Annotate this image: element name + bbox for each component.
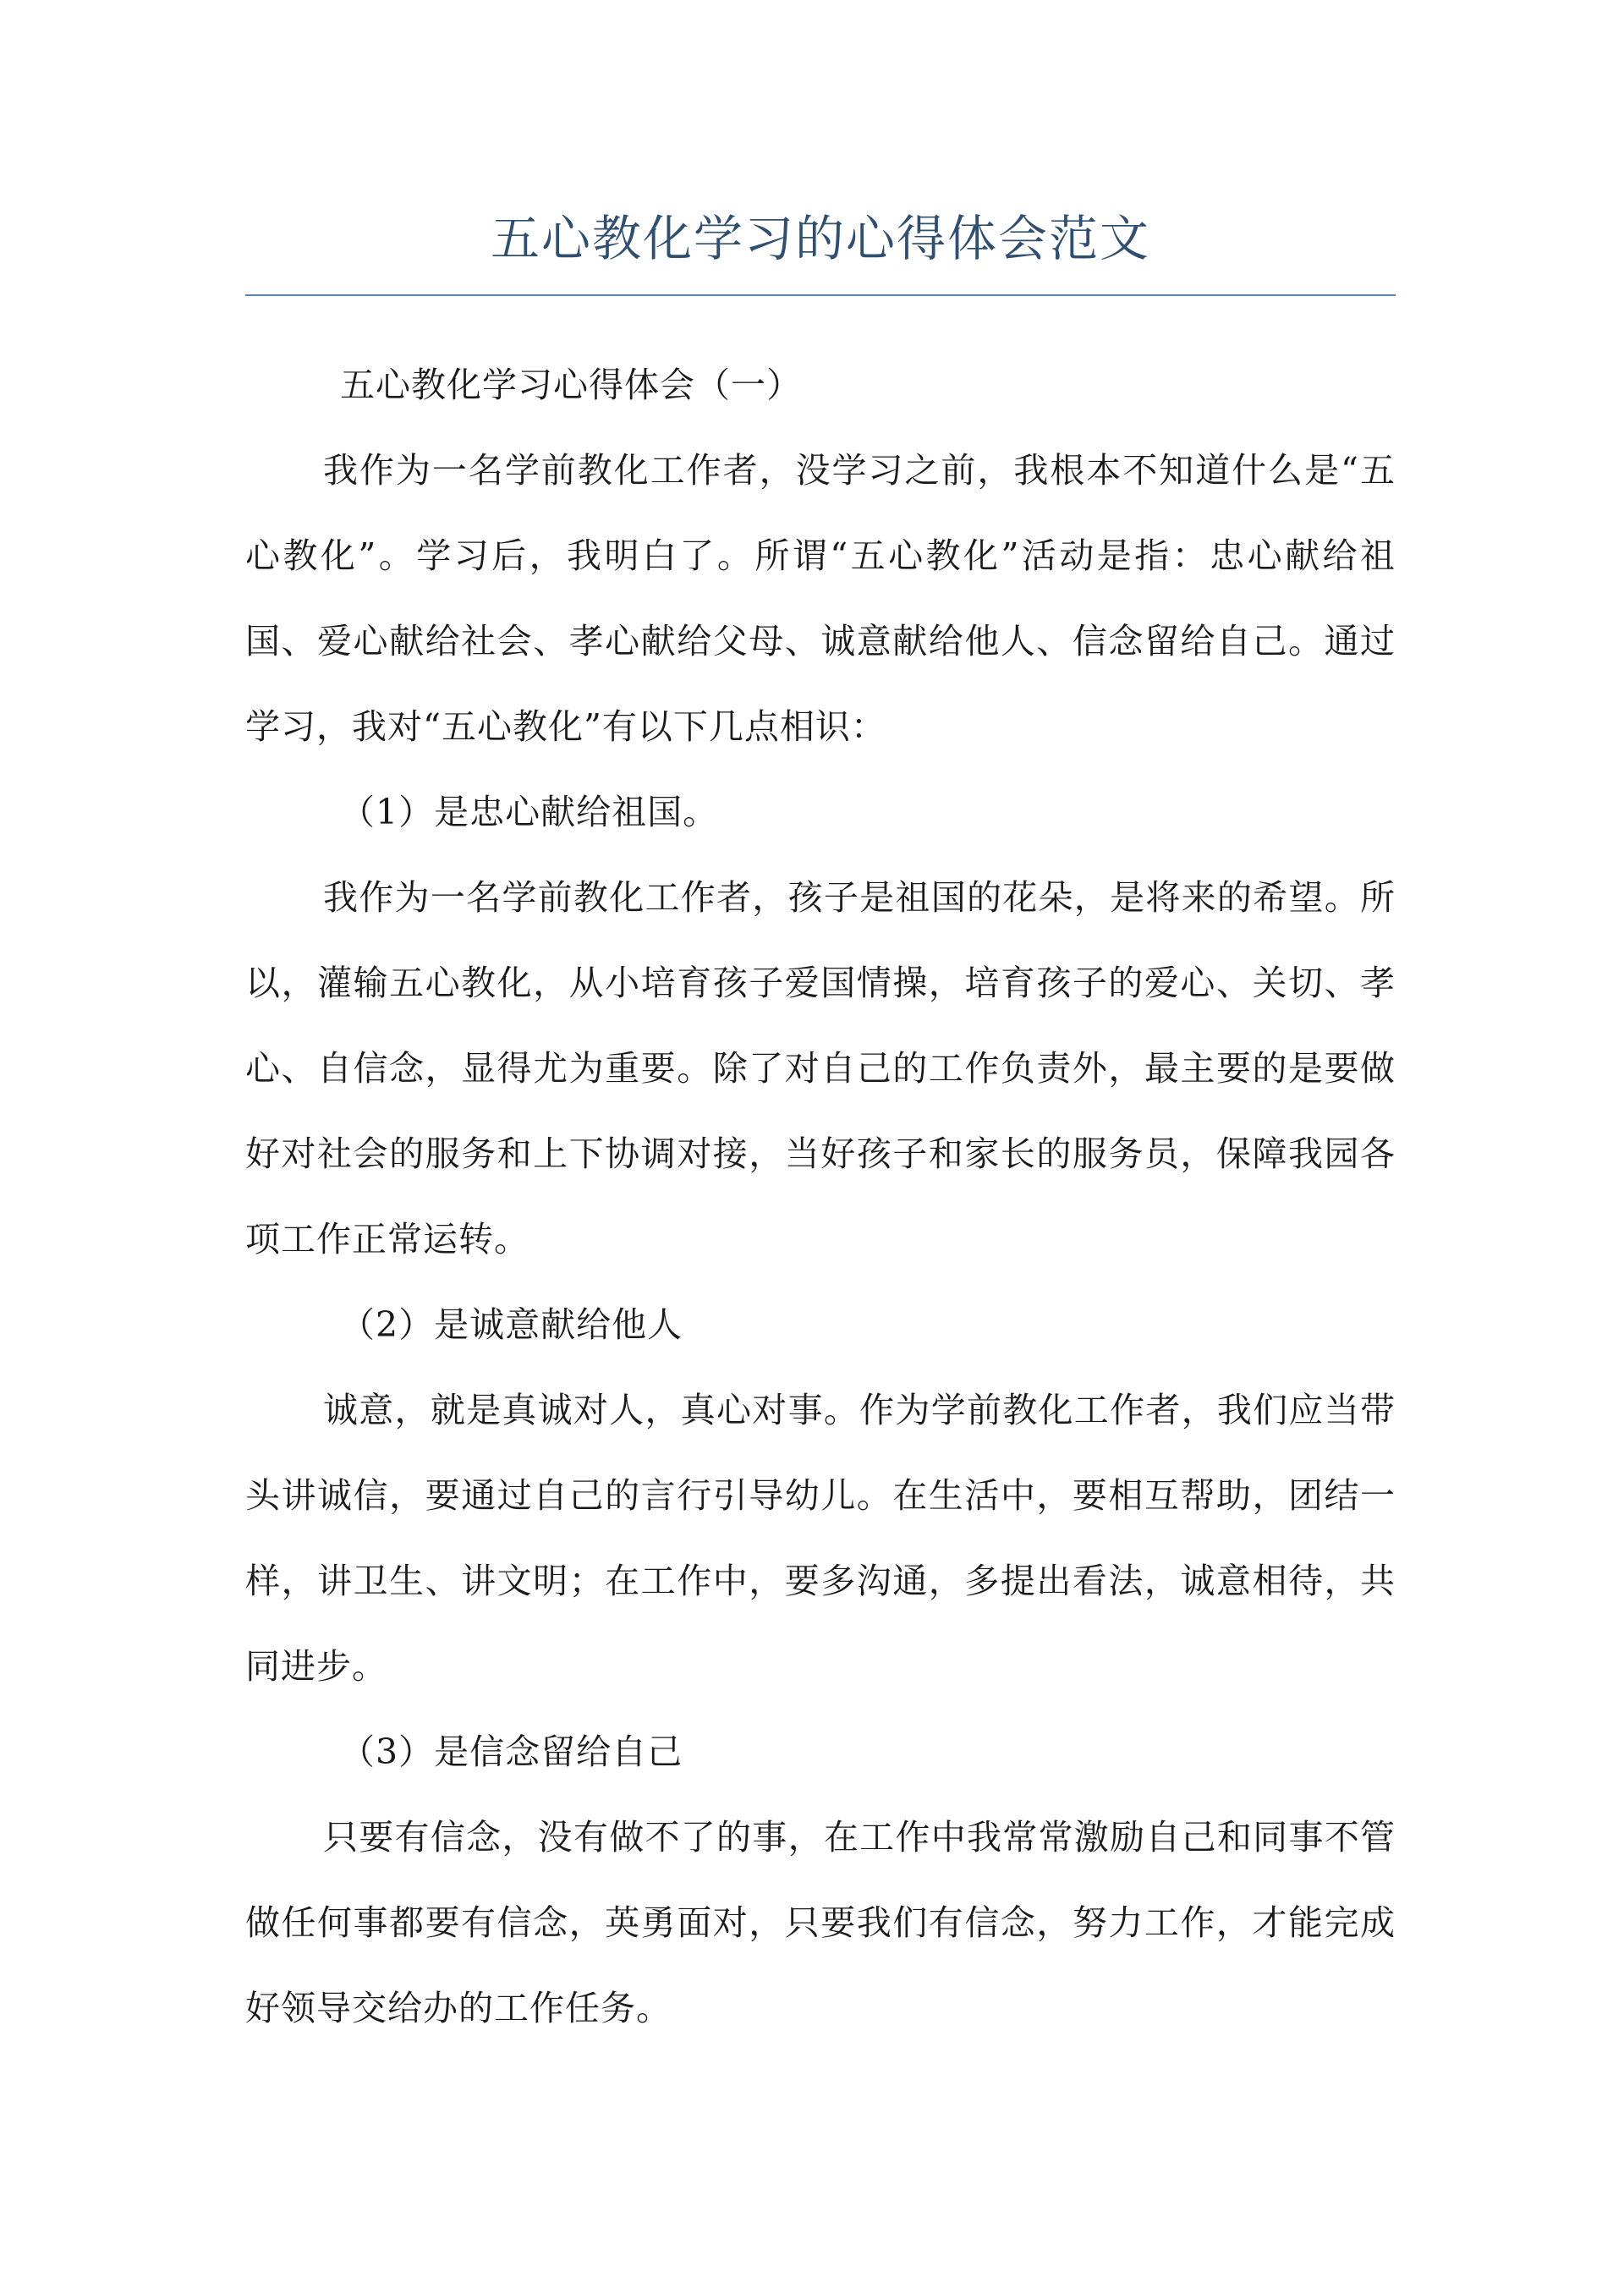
title-underline xyxy=(245,294,1396,296)
section-heading-1: 五心教化学习心得体会（一） xyxy=(340,365,802,405)
paragraph-point-3: 只要有信念，没有做不了的事，在工作中我常常激励自己和同事不管做任何事都要有信念，英勇面对，只要我们有信念，努力工作，才能完成好领导交给办的工作任务。 xyxy=(245,1817,1396,2028)
point-heading-2: （2）是诚意献给他人 xyxy=(340,1304,683,1345)
paragraph-point-2: 诚意，就是真诚对人，真心对事。作为学前教化工作者，我们应当带头讲诚信，要通过自己的言行引导幼儿。在生活中，要相互帮助，团结一样，讲卫生、讲文明；在工作中，要多沟通，多提出看法，诚意相待，共同进步。 xyxy=(245,1390,1396,1687)
document-body xyxy=(245,343,1396,2051)
paragraph-intro: 我作为一名学前教化工作者，没学习之前，我根本不知道什么是“五心教化”。学习后，我明白了。所谓“五心教化”活动是指：忠心献给祖国、爱心献给社会、孝心献给父母、诚意献给他人、信念留给自己。通过学习，我对“五心教化”有以下几点相识： xyxy=(245,450,1396,747)
point-heading-3: （3）是信念留给自己 xyxy=(340,1731,683,1772)
document-title: 五心教化学习的心得体会范文 xyxy=(490,210,1150,267)
point-heading-1: （1）是忠心献给祖国。 xyxy=(340,792,719,832)
paragraph-point-1: 我作为一名学前教化工作者，孩子是祖国的花朵，是将来的希望。所以，灌输五心教化，从小培育孩子爱国情操，培育孩子的爱心、关切、孝心、自信念，显得尤为重要。除了对自己的工作负责外，最主要的是要做好对社会的服务和上下协调对接，当好孩子和家长的服务员，保障我园各项工作正常运转。 xyxy=(245,877,1396,1260)
